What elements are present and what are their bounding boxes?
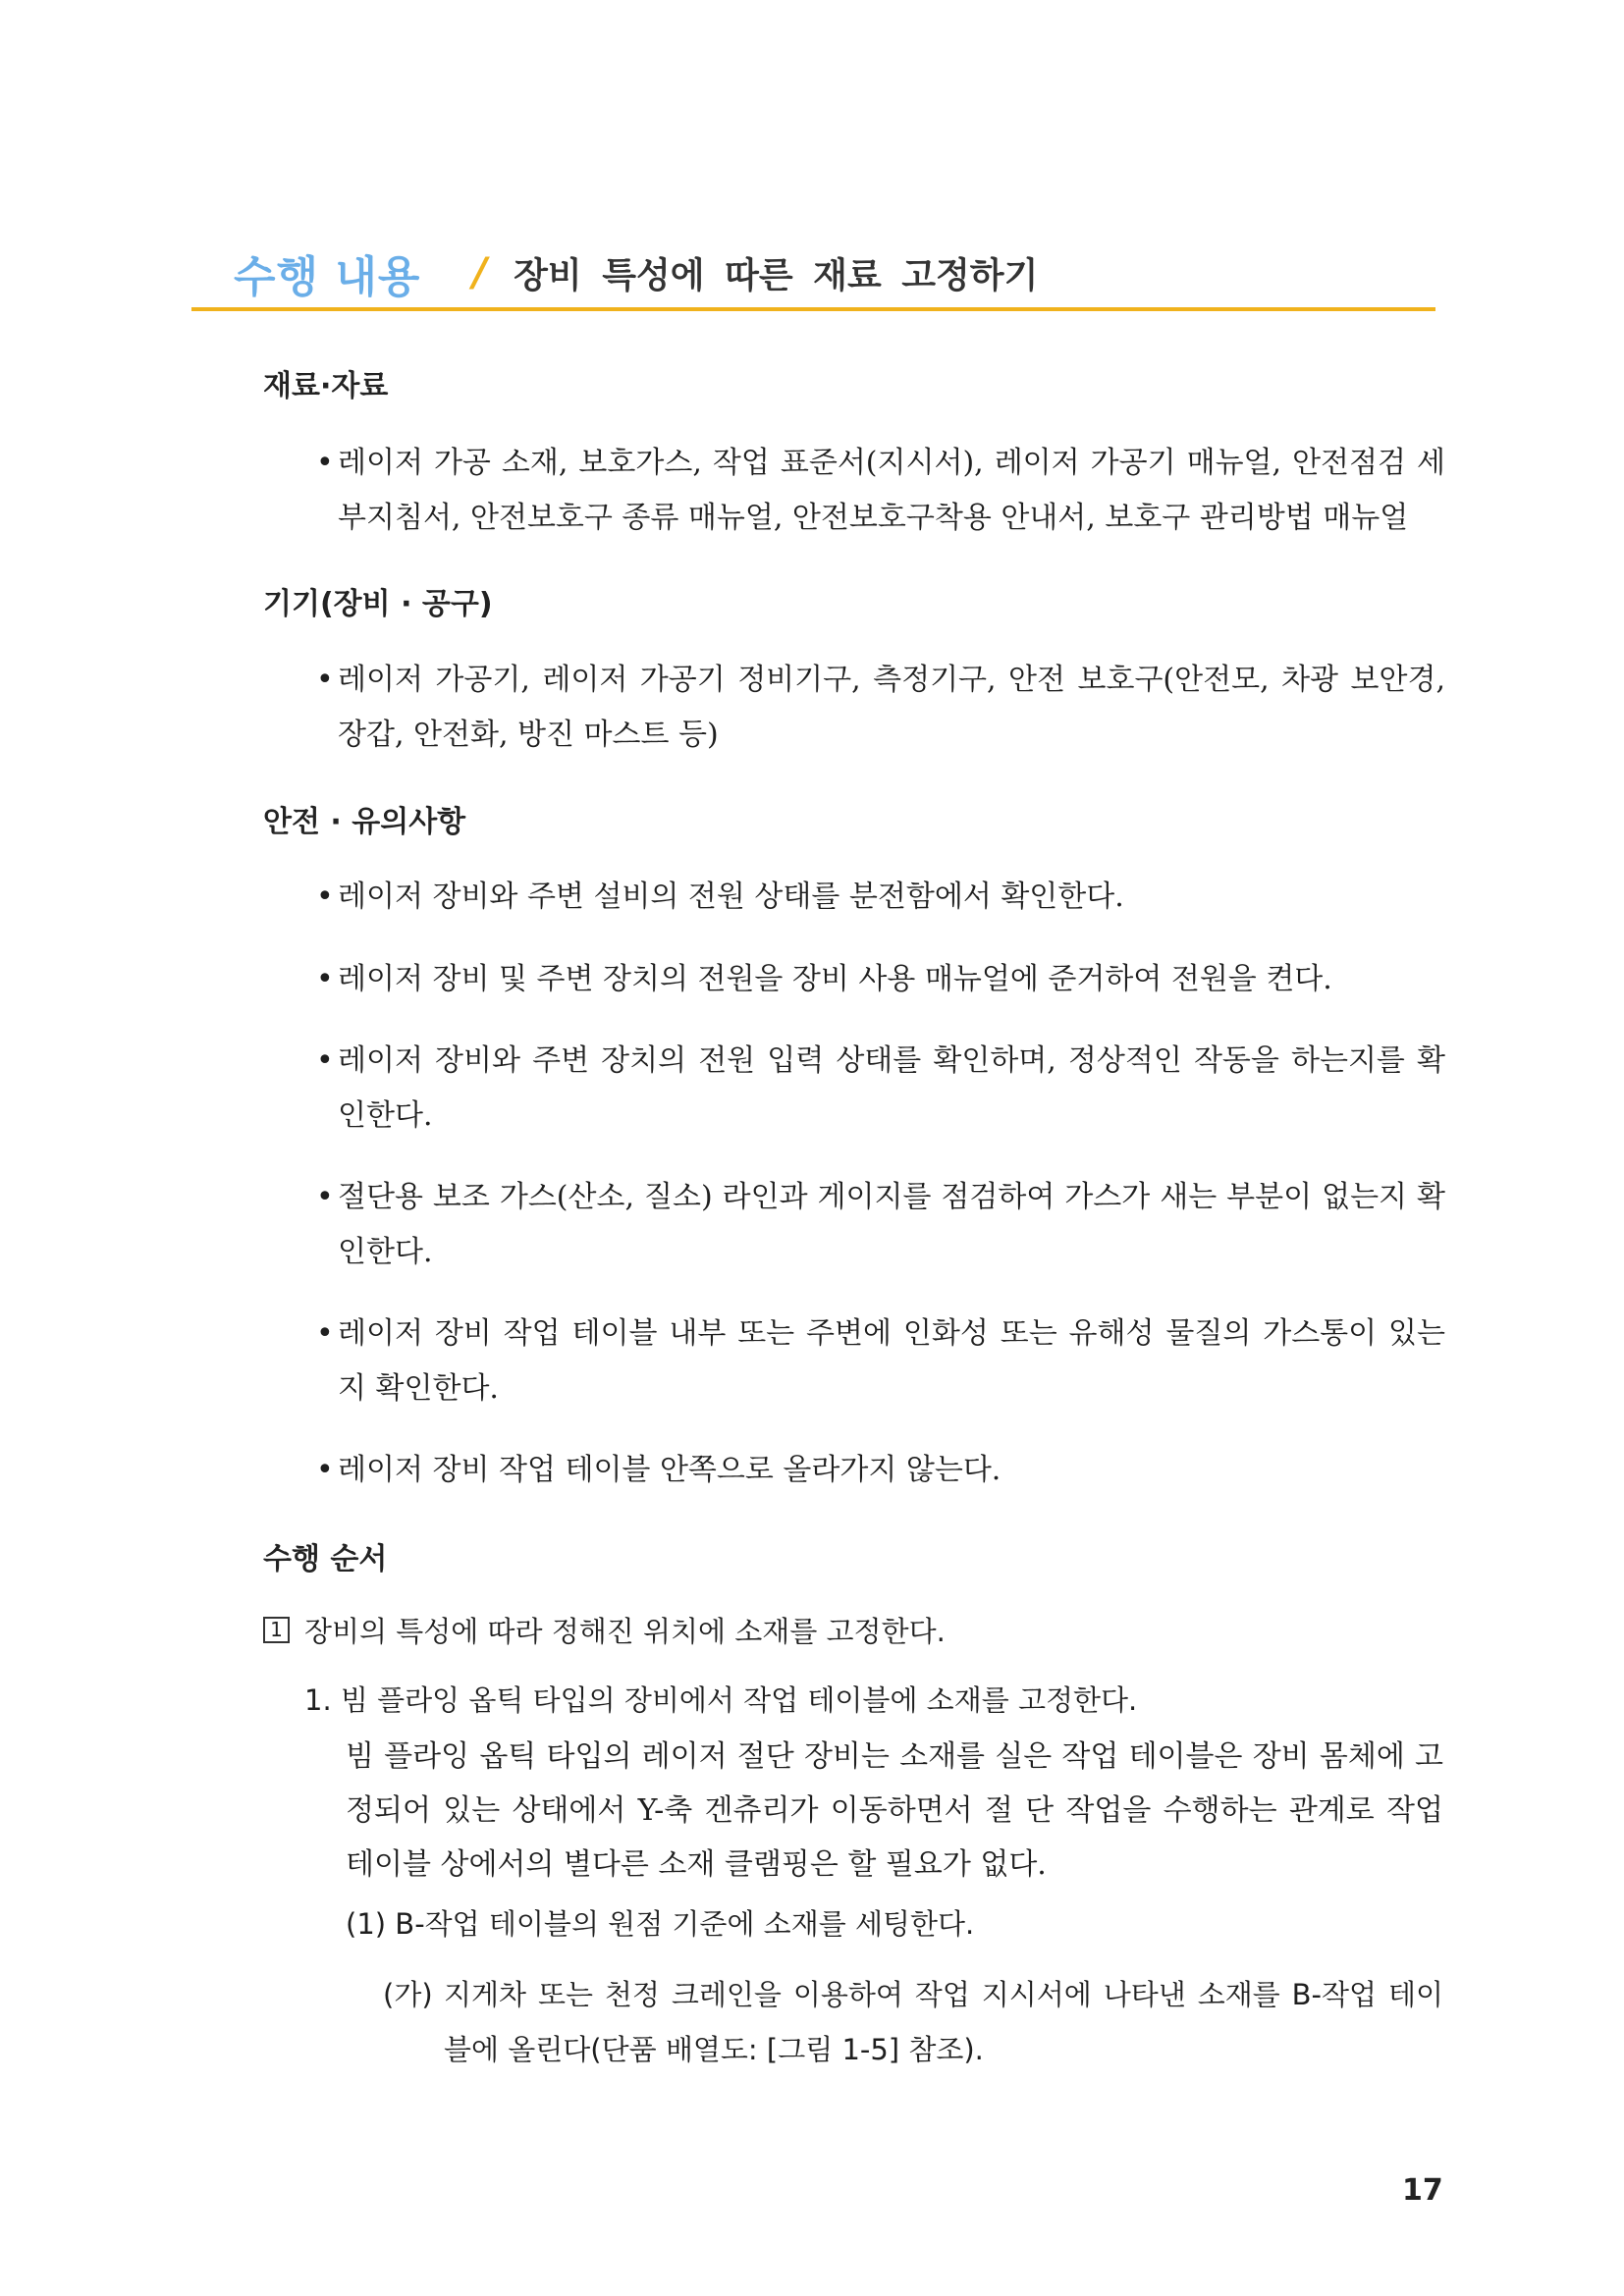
bullet-icon: • — [316, 663, 334, 697]
section-title-materials: 재료·자료 — [263, 369, 389, 403]
list-item: • 레이저 가공기, 레이저 가공기 정비기구, 측정기구, 안전 보호구(안전모, 차광 보안경, 장갑, 안전화, 방진 마스트 등) — [316, 653, 1445, 763]
body-paragraph: 빔 플라잉 옵틱 타입의 레이저 절단 장비는 소재를 실은 작업 테이블은 장비 몸체에 고정되어 있는 상태에서 Y-축 겐츄리가 이동하면서 절 단 작업을 수행하는 관계로 작업 테이블 상에서의 별다른 소재 클램핑은 할 필요가 없다. — [346, 1739, 1443, 1882]
sub-sub-sub-step — [383, 1967, 1443, 2077]
step-heading: 장비의 특성에 따라 정해진 위치에 소재를 고정한다. — [304, 1615, 946, 1648]
header-slash: / — [472, 250, 488, 295]
sub-sub-step-heading: (1) B-작업 테이블의 원점 기준에 소재를 세팅한다. — [346, 1907, 975, 1941]
header-subtitle: 장비 특성에 따른 재료 고정하기 — [514, 255, 1039, 296]
item-text: 지게차 또는 천정 크레인을 이용하여 작업 지시서에 나타낸 소재를 B-작업 테이블에 올린다(단품 배열도: [그림 1-5] 참조). — [444, 1978, 1443, 2066]
section-title-procedure: 수행 순서 — [263, 1542, 388, 1576]
header-title: 수행 내용 — [234, 252, 421, 302]
item-label: (가) — [383, 1978, 433, 2011]
bullet-icon: • — [316, 446, 334, 480]
bullet-icon: • — [316, 1043, 334, 1078]
sub-step-heading: 1. 빔 플라잉 옵틱 타입의 장비에서 작업 테이블에 소재를 고정한다. — [304, 1683, 1138, 1717]
bullet-icon: • — [316, 880, 334, 914]
list-item: • 레이저 장비와 주변 설비의 전원 상태를 분전함에서 확인한다. — [316, 870, 1445, 925]
page-number: 17 — [1402, 2173, 1443, 2208]
bullet-icon: • — [316, 1453, 334, 1487]
bullet-icon: • — [316, 1316, 334, 1351]
list-item: • 레이저 장비 작업 테이블 안쪽으로 올라가지 않는다. — [316, 1443, 1445, 1498]
header-divider — [191, 307, 1435, 311]
list-item: • 레이저 장비와 주변 장치의 전원 입력 상태를 확인하며, 정상적인 작동을 하는지를 확인한다. — [316, 1034, 1445, 1144]
section-title-equipment: 기기(장비 · 공구) — [263, 587, 493, 621]
list-item: • 레이저 장비 및 주변 장치의 전원을 장비 사용 매뉴얼에 준거하여 전원을 켠다. — [316, 952, 1445, 1007]
list-item: • 레이저 가공 소재, 보호가스, 작업 표준서(지시서), 레이저 가공기 매뉴얼, 안전점검 세부지침서, 안전보호구 종류 매뉴얼, 안전보호구착용 안내서, 보호구 관리방법 매뉴얼 — [316, 436, 1445, 546]
list-item: • 레이저 장비 작업 테이블 내부 또는 주변에 인화성 또는 유해성 물질의 가스통이 있는지 확인한다. — [316, 1307, 1445, 1416]
step-number-box: 1 — [263, 1617, 290, 1643]
bullet-icon: • — [316, 1180, 334, 1214]
bullet-icon: • — [316, 962, 334, 996]
section-title-safety: 안전 · 유의사항 — [263, 805, 466, 839]
page-header — [234, 241, 1038, 310]
list-item: • 절단용 보조 가스(산소, 질소) 라인과 게이지를 점검하여 가스가 새는 부분이 없는지 확인한다. — [316, 1170, 1445, 1280]
